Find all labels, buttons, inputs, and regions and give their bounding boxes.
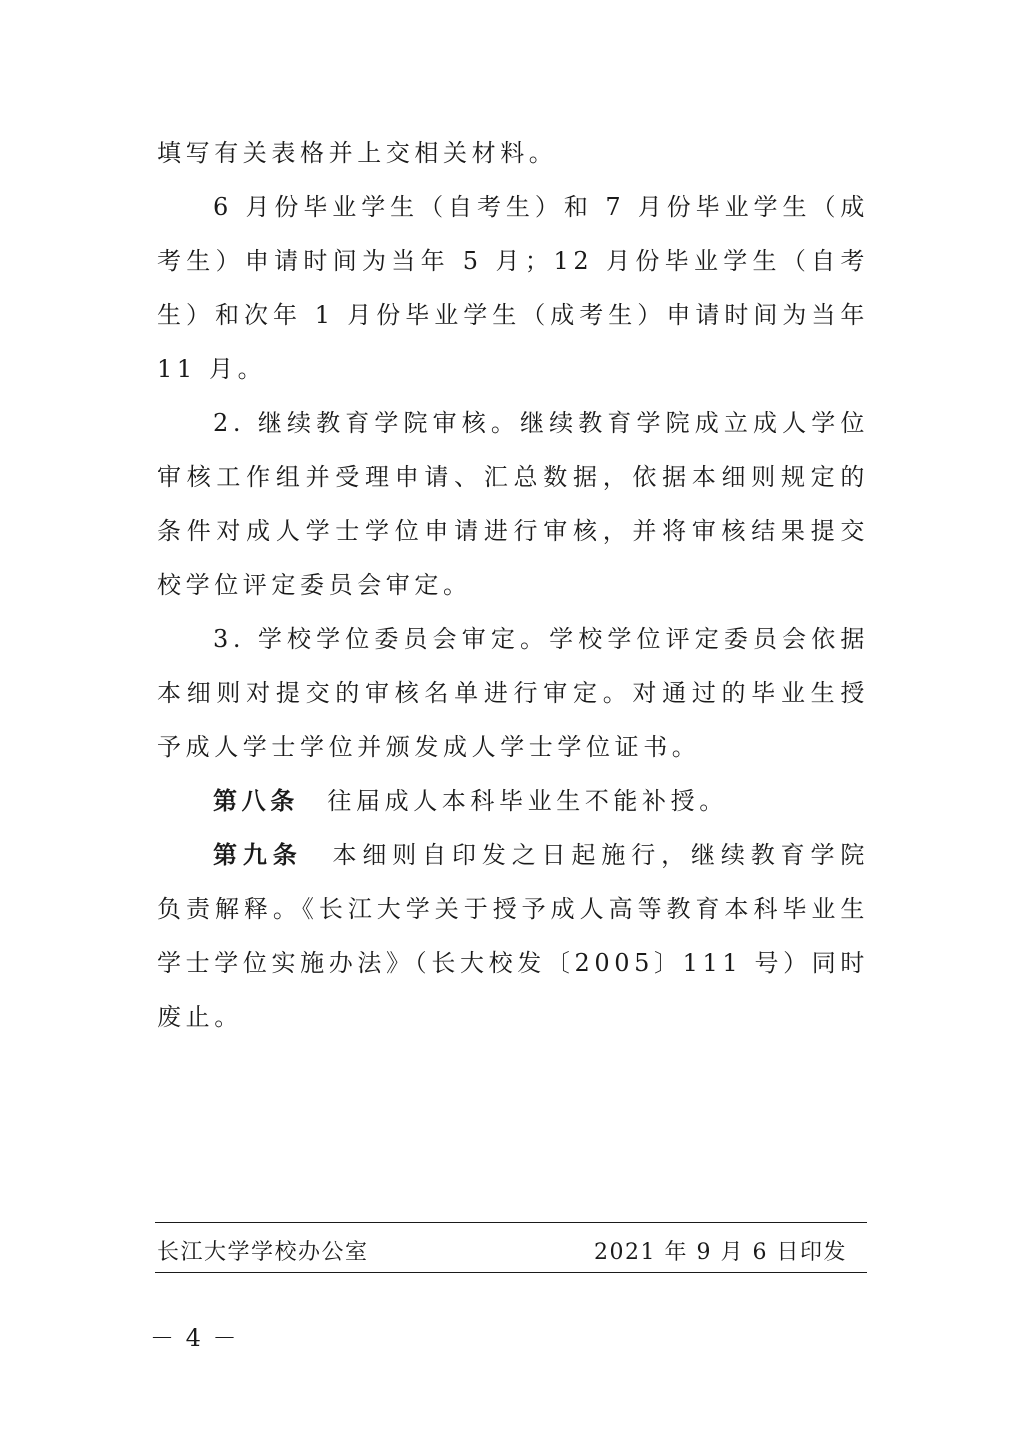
- page-number: － 4 －: [150, 1324, 239, 1352]
- paragraph-application-time: 6 月份毕业学生（自考生）和 7 月份毕业学生（成考生）申请时间为当年 5 月；12 月份毕业学生（自考生）和次年 1 月份毕业学生（成考生）申请时间为当年 11 月。: [157, 193, 869, 383]
- article-9-text: 本细则自印发之日起施行，继续教育学院负责解释。《长江大学关于授予成人高等教育本科毕业生学士学位实施办法》（长大校发〔2005〕111 号）同时废止。: [157, 841, 869, 1031]
- article-8: [157, 774, 869, 828]
- article-9-heading: 第九条: [213, 841, 303, 869]
- footer-issuer: 长江大学学校办公室: [157, 1239, 369, 1265]
- article-9: [157, 828, 869, 1044]
- paragraph-approval: 3. 学校学位委员会审定。学校学位评定委员会依据本细则对提交的审核名单进行审定。对通过的毕业生授予成人学士学位并颁发成人学士学位证书。: [157, 625, 869, 761]
- body-text: [157, 126, 869, 1044]
- paragraph-review: 2. 继续教育学院审核。继续教育学院成立成人学位审核工作组并受理申请、汇总数据，依据本细则规定的条件对成人学士学位申请进行审核，并将审核结果提交校学位评定委员会审定。: [157, 409, 869, 599]
- footer-bottom-rule: [155, 1272, 867, 1273]
- footer-issuance: [157, 1232, 847, 1268]
- article-8-text: 往届成人本科毕业生不能补授。: [327, 787, 728, 815]
- footer-top-rule: [155, 1222, 867, 1223]
- footer-date: 2021 年 9 月 6 日印发: [594, 1239, 847, 1265]
- article-8-heading: 第八条: [213, 787, 299, 815]
- paragraph-continued: 填写有关表格并上交相关材料。: [157, 139, 558, 167]
